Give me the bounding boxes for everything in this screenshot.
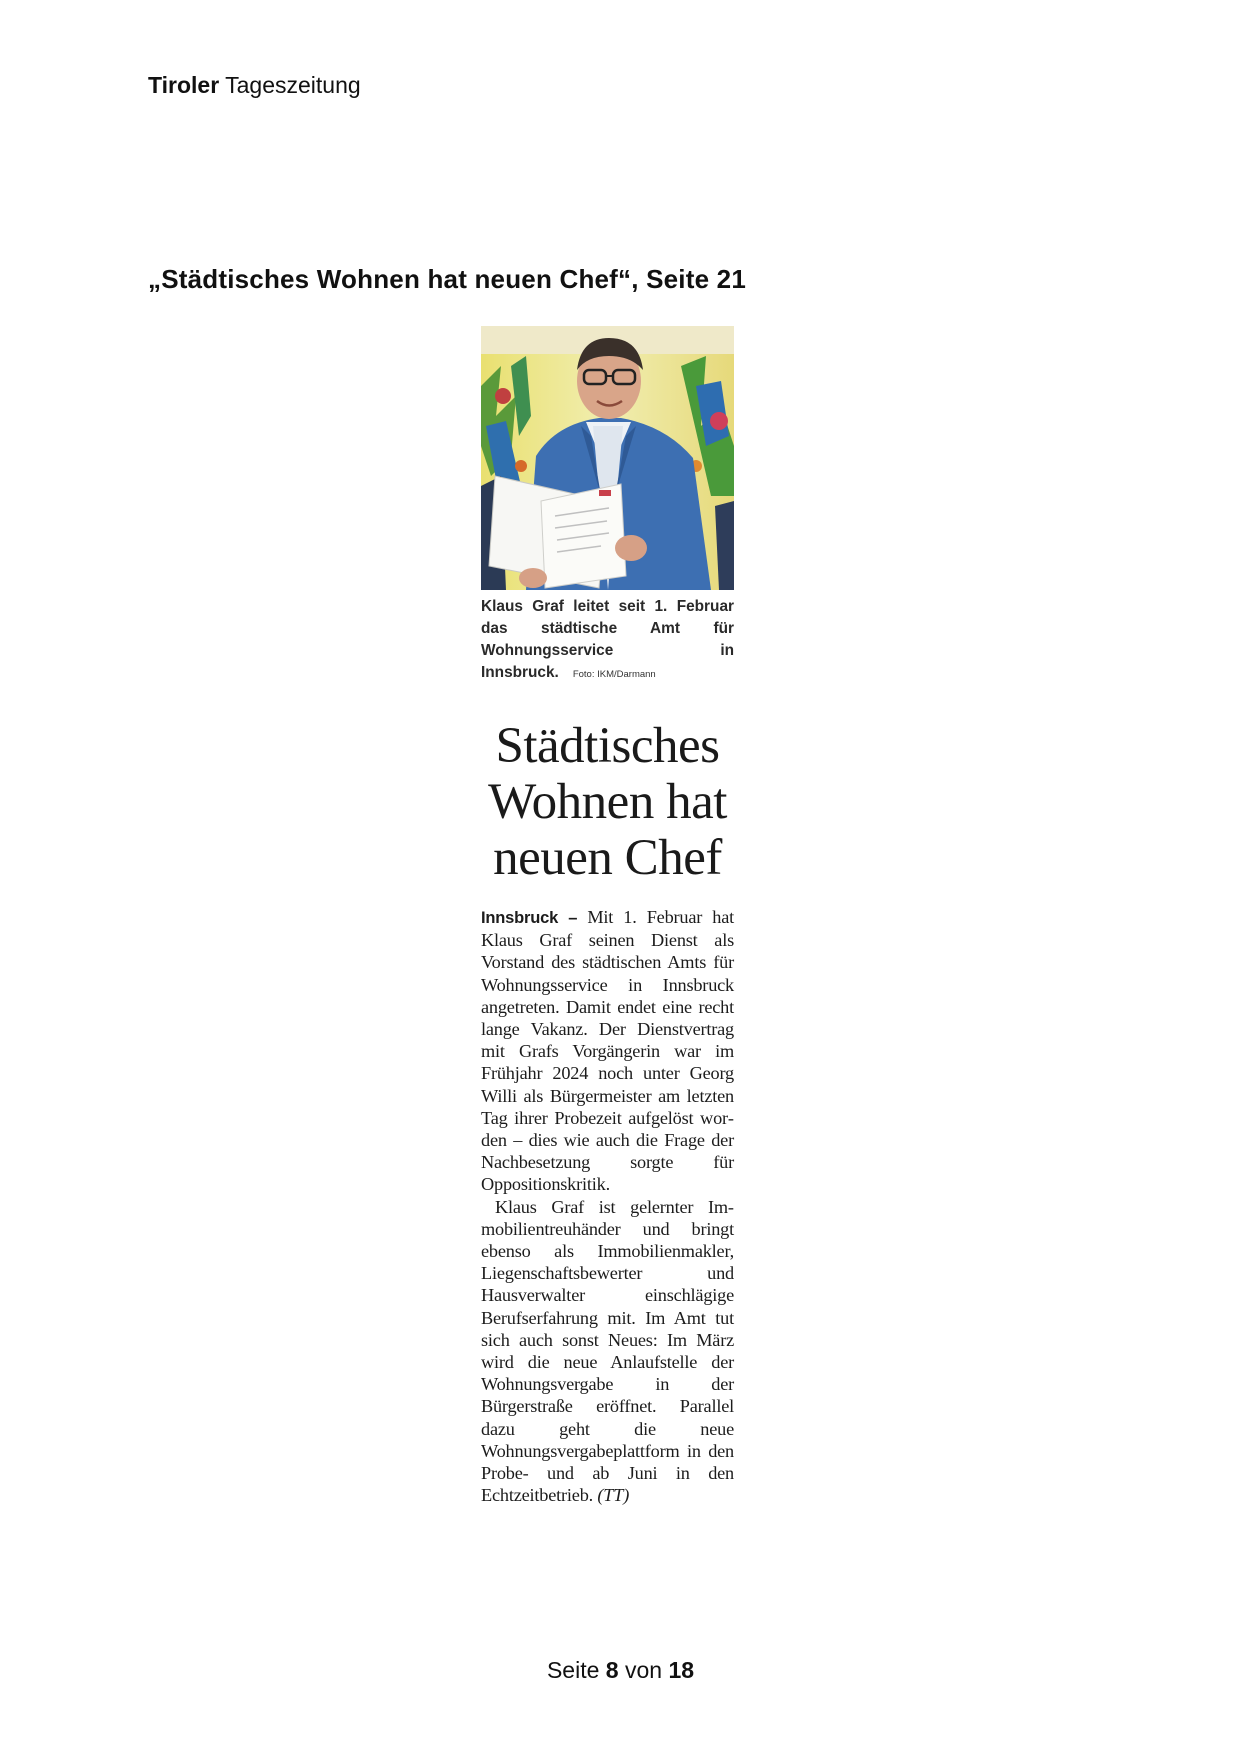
article-body (481, 906, 734, 1506)
dateline: Innsbruck – (481, 909, 578, 927)
article-headline: Städtisches Wohnen hat neuen Chef (488, 718, 727, 886)
article-photo (481, 326, 734, 590)
footer-page-number: 8 (605, 1657, 619, 1683)
publication-name-rest: Tageszeitung (225, 72, 361, 98)
article-paragraph-2 (481, 1196, 734, 1507)
footer-total-pages: 18 (668, 1657, 695, 1683)
paragraph-2-text: Klaus Graf ist gelernter Immobilientreuhänder und bringt ebenso als Immobilienmakler, Liegenschaftsbewerter und Hausverwalter einschlägige Berufserfahrung mit. Im Amt tut sich auch sonst Neues: Im März wird die neue Anlaufstelle der Wohnungsvergabe in der Bürgerstraße eröffnet. Parallel dazu geht die neue Wohnungsvergabeplattform in den Probe- und ab Juni in den Echtzeitbetrieb. (481, 1196, 734, 1506)
signature: (TT) (597, 1485, 630, 1506)
photo-caption (481, 596, 734, 686)
publication-name-bold: Tiroler (148, 72, 220, 98)
footer-prefix: Seite (546, 1657, 600, 1683)
photo-caption-text: Klaus Graf leitet seit 1. Februar das städtische Amt für Wohnungsservice in Innsbruck. (481, 598, 734, 681)
page-footer (0, 1657, 1241, 1684)
footer-middle: von (624, 1657, 663, 1683)
publication-name (148, 72, 361, 99)
photo-credit: Foto: IKM/Darmann (572, 669, 656, 680)
reference-title: „Städtisches Wohnen hat neuen Chef“, Seite 21 (148, 264, 746, 294)
paragraph-1-text: Mit 1. Februar hat Klaus Graf seinen Dienst als Vorstand des städtischen Amts für Wohnungsservice in Innsbruck angetreten. Damit endet eine recht lange Vakanz. Der Dienstvertrag mit Grafs Vorgängerin war im Frühjahr 2024 noch unter Georg Willi als Bürgermeister am letzten Tag ihrer Probezeit aufgelöst worden – dies wie auch die Frage der Nachbesetzung sorgte für Oppositionskritik. (481, 907, 735, 1195)
newspaper-clipping (481, 326, 734, 1506)
article-paragraph-1 (481, 906, 734, 1196)
